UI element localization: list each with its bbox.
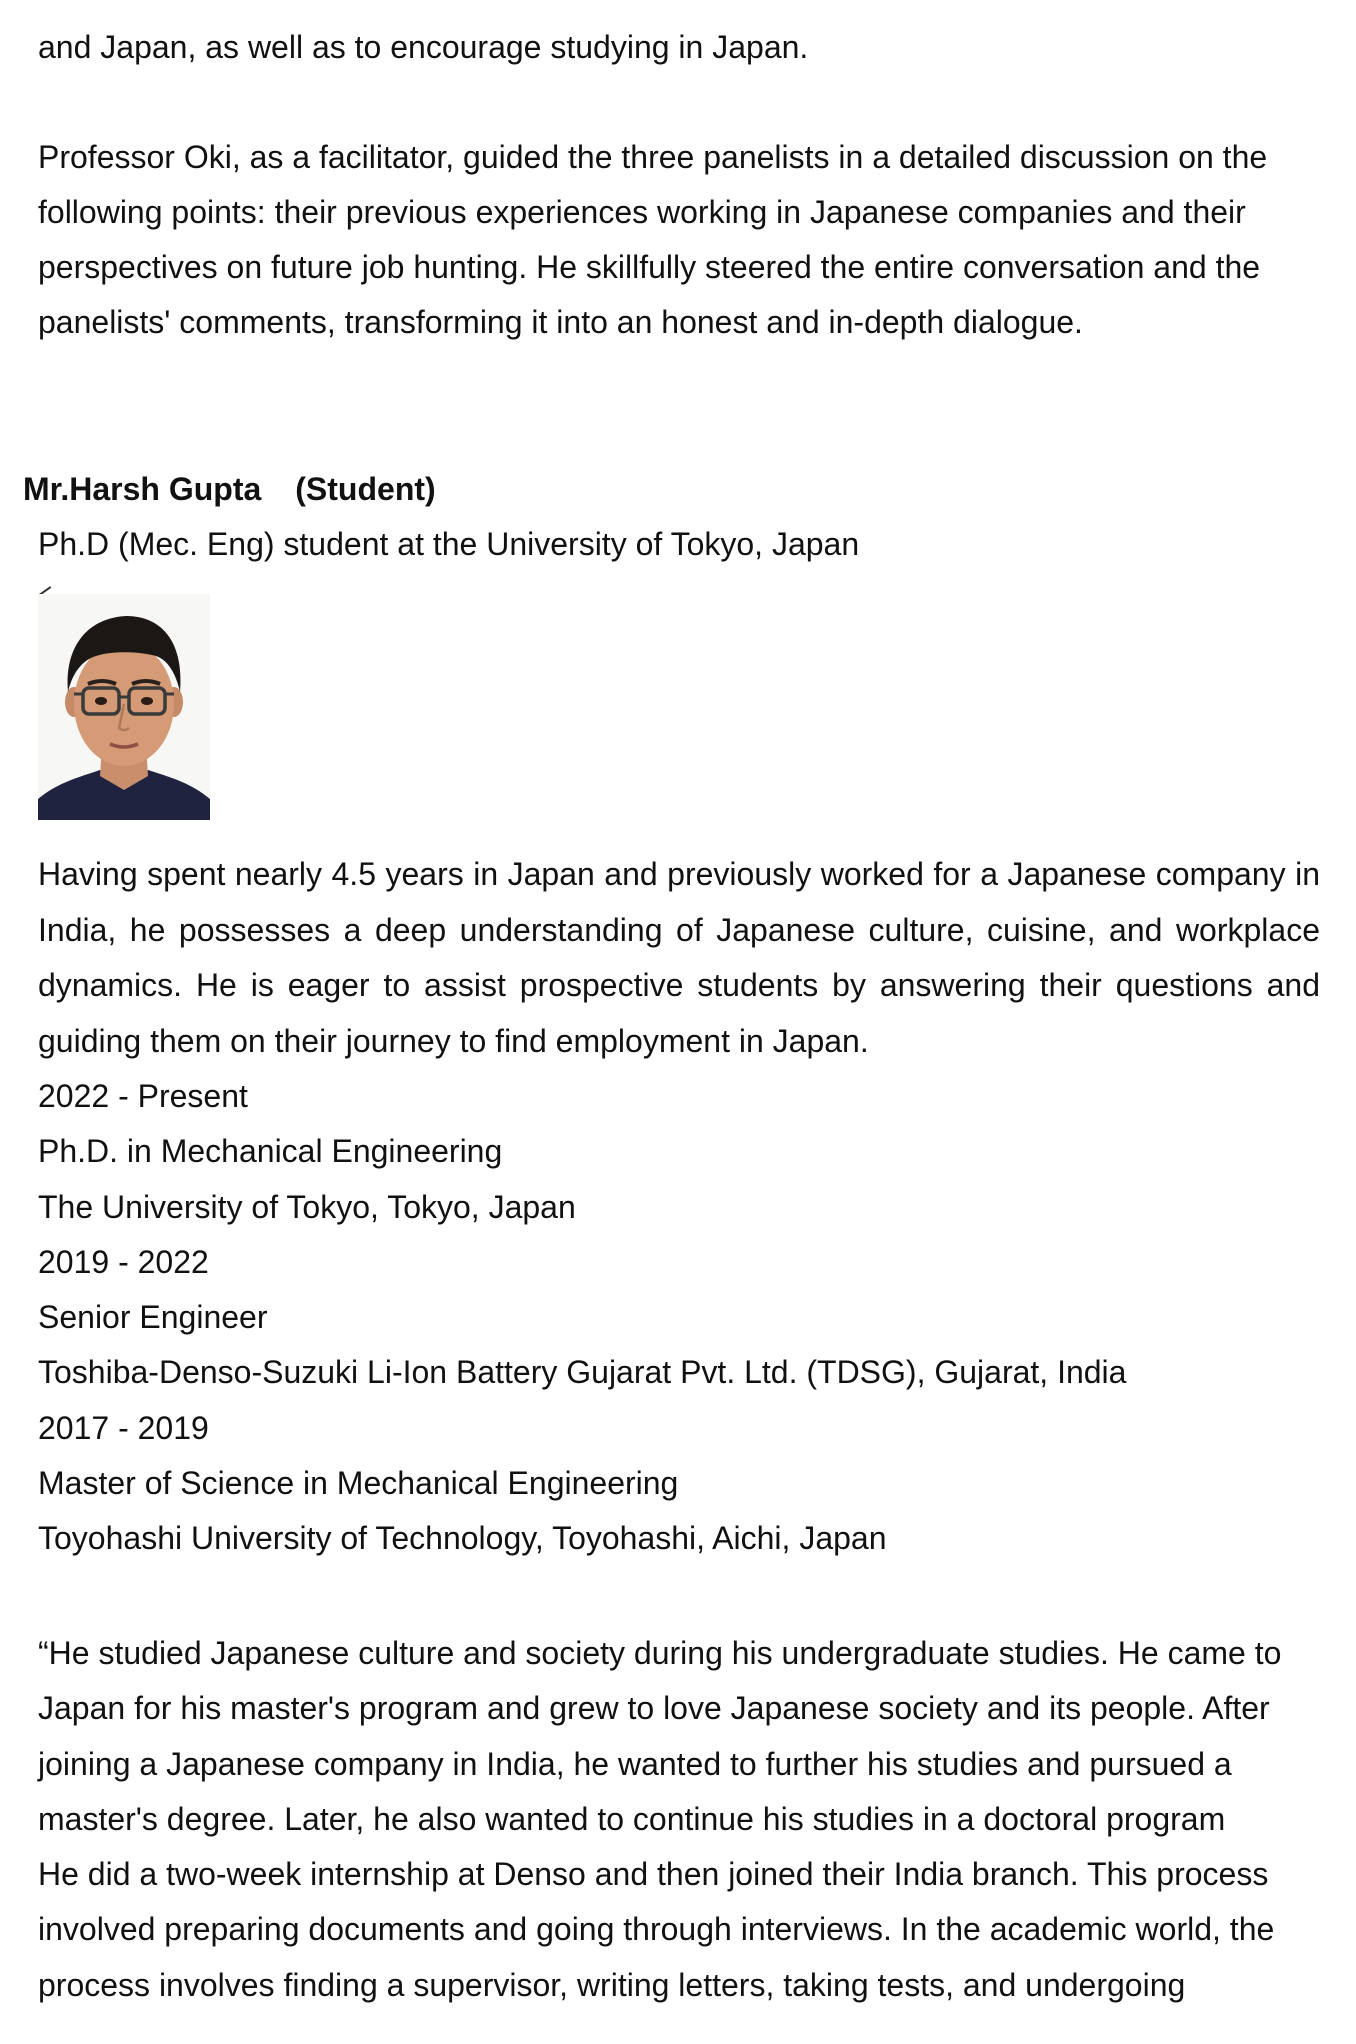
- timeline-entry: Senior Engineer: [38, 1299, 268, 1336]
- quote-line: Japan for his master's program and grew to love Japanese society and its people. After: [38, 1690, 1270, 1727]
- intro-tail-text: and Japan, as well as to encourage studying in Japan.: [38, 29, 809, 65]
- timeline-entry: Toyohashi University of Technology, Toyohashi, Aichi, Japan: [38, 1520, 887, 1557]
- panelist-name: Mr.Harsh Gupta: [23, 471, 262, 507]
- timeline-entry: Ph.D. in Mechanical Engineering: [38, 1133, 503, 1170]
- timeline-entry: 2017 - 2019: [38, 1409, 209, 1446]
- quote-line: master's degree. Later, he also wanted to continue his studies in a doctoral program: [38, 1800, 1226, 1837]
- timeline-entry: 2022 - Present: [38, 1078, 248, 1114]
- quote-line: He did a two-week internship at Denso and then joined their India branch. This process: [38, 1856, 1269, 1893]
- panelist-affiliation: Ph.D (Mec. Eng) student at the University of Tokyo, Japan: [38, 526, 860, 562]
- panelist-heading: [23, 462, 436, 517]
- panelist-role: (Student): [295, 471, 436, 507]
- quote-line: joining a Japanese company in India, he wanted to further his studies and pursued a: [38, 1745, 1232, 1782]
- panelist-timeline: [38, 1069, 1126, 1567]
- quote-line: “He studied Japanese culture and society during his undergraduate studies. He came to: [38, 1635, 1282, 1671]
- panelist-bio: Having spent nearly 4.5 years in Japan and previously worked for a Japanese company in India, he possesses a deep understanding of Japanese culture, cuisine, and workplace dynamics. He is eager to assist prospective students by answering their questions and guiding them on their journey to find employment in Japan.: [38, 856, 1320, 1059]
- timeline-entry: 2019 - 2022: [38, 1243, 209, 1280]
- panelist-quote: [38, 1626, 1338, 2013]
- quote-line: involved preparing documents and going through interviews. In the academic world, the: [38, 1911, 1275, 1948]
- panelist-photo: [38, 594, 210, 820]
- timeline-entry: Master of Science in Mechanical Engineering: [38, 1465, 679, 1502]
- facilitator-paragraph: Professor Oki, as a facilitator, guided the three panelists in a detailed discussion on the following points: their previous experiences working in Japanese companies and their perspectives on future job hunting. He skillfully steered the entire conversation and the panelists' comments, transforming it into an honest and in-depth dialogue.: [38, 139, 1268, 340]
- quote-line: process involves finding a supervisor, writing letters, taking tests, and undergoing: [38, 1966, 1186, 2003]
- timeline-entry: The University of Tokyo, Tokyo, Japan: [38, 1188, 576, 1225]
- timeline-entry: Toshiba-Denso-Suzuki Li-Ion Battery Gujarat Pvt. Ltd. (TDSG), Gujarat, India: [38, 1354, 1127, 1391]
